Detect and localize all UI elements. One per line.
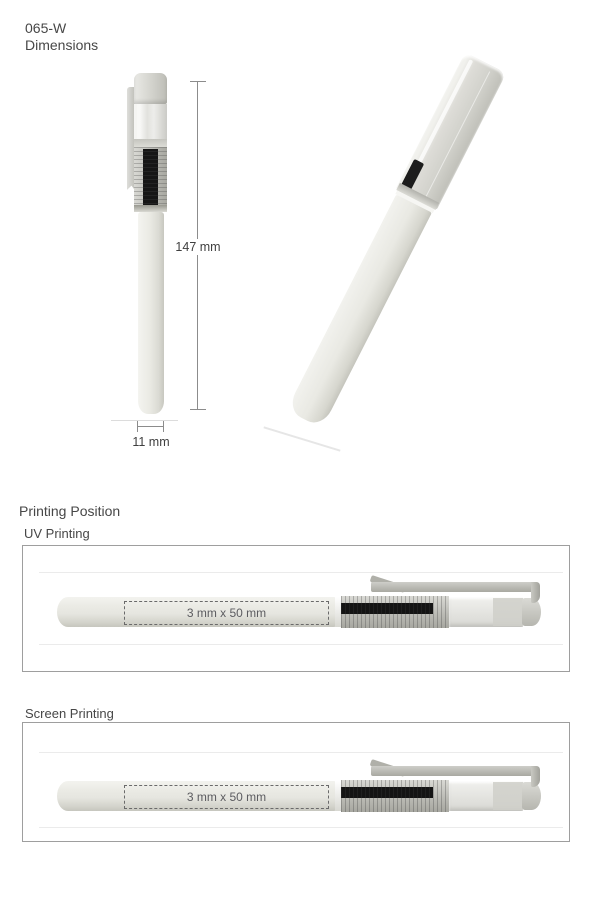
pen-clip-end: [531, 582, 540, 603]
pen-cap-top: [134, 73, 167, 104]
pen-front-view: [127, 73, 167, 414]
ink-cartridge: [341, 603, 433, 614]
length-dimension-top-tick: [190, 81, 206, 82]
screen-printing-label: Screen Printing: [25, 706, 114, 721]
reflection-line: [39, 572, 563, 573]
print-area-uv: [124, 601, 329, 625]
diameter-label: 11 mm: [128, 434, 173, 450]
pen-cap-ribbed-section: [134, 147, 167, 212]
length-dimension-bottom-tick: [190, 409, 206, 410]
pen-barrel: [138, 212, 164, 414]
model-number: 065-W: [25, 20, 67, 36]
length-label: 147 mm: [171, 239, 224, 255]
uv-printing-box: [22, 545, 570, 672]
cap-inner-band: [493, 782, 523, 810]
diameter-right-tick: [163, 421, 164, 432]
printing-position-title: Printing Position: [19, 503, 121, 519]
reflection-line: [39, 827, 563, 828]
pen-clip-end: [531, 766, 540, 787]
section-title-dimensions: Dimensions: [25, 37, 99, 53]
pen-cap-ribbed-section: [341, 780, 449, 812]
uv-printing-label: UV Printing: [24, 526, 90, 541]
header: [25, 20, 98, 54]
diameter-extension-line: [111, 420, 178, 421]
pen-clip: [371, 582, 534, 592]
pen-angled-view: [284, 52, 507, 429]
pen-cap-ribbed-section: [341, 596, 449, 628]
pen-cap-window: [134, 104, 167, 142]
print-area-label: 3 mm x 50 mm: [186, 606, 267, 620]
pen-clip: [371, 766, 534, 776]
reflection-line: [39, 752, 563, 753]
pen-barrel: [286, 194, 432, 428]
cap-inner-band: [493, 598, 523, 626]
ink-cartridge: [341, 787, 433, 798]
pen-side-view-uv: [57, 580, 541, 628]
print-area-label: 3 mm x 50 mm: [186, 790, 267, 804]
ink-cartridge: [143, 149, 158, 210]
print-area-screen: [124, 785, 329, 809]
reflection-line: [39, 644, 563, 645]
pen-side-view-screen: [57, 764, 541, 812]
pen-cap-rim: [134, 205, 167, 212]
screen-printing-box: [22, 722, 570, 842]
diameter-dimension-line: [138, 426, 164, 427]
pen-shadow-line: [263, 426, 340, 451]
